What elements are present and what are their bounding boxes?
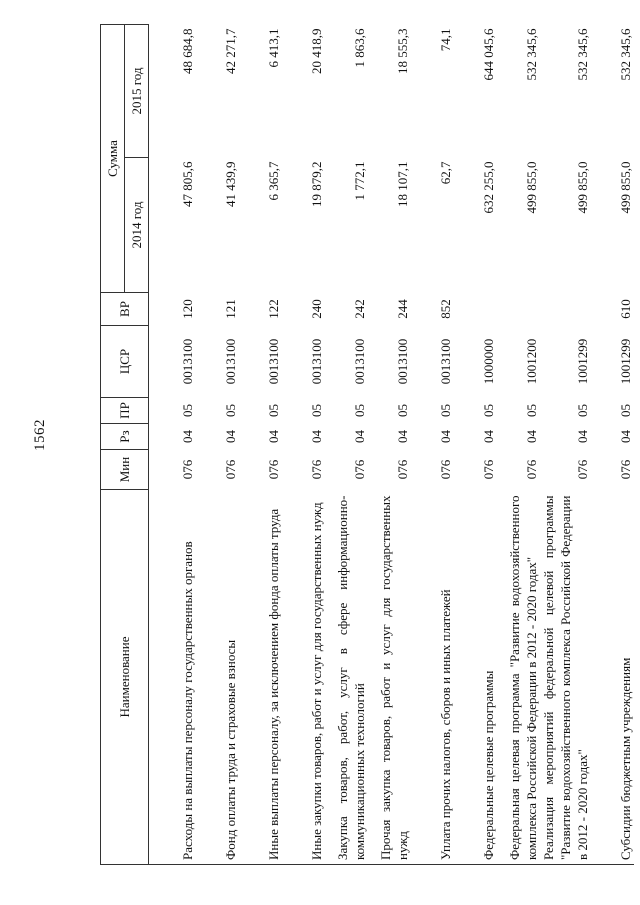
row-vr xyxy=(454,293,497,326)
row-csr: 0013100 xyxy=(438,338,453,385)
row-pr: 05 xyxy=(180,404,195,417)
row-pr: 05 xyxy=(438,404,453,417)
table-body xyxy=(149,25,635,865)
table-row xyxy=(368,25,411,865)
row-sum-2015: 644 045,6 xyxy=(481,28,496,81)
header-vr: ВР xyxy=(101,293,149,326)
row-min: 076 xyxy=(524,459,539,480)
row-csr: 0013100 xyxy=(223,338,238,385)
header-name: Наименование xyxy=(101,490,149,865)
row-sum-2015: 20 418,9 xyxy=(309,28,324,74)
row-pr: 05 xyxy=(266,404,281,417)
row-sum-2015: 532 345,6 xyxy=(575,28,590,81)
header-csr: ЦСР xyxy=(101,326,149,398)
row-name: Субсидии бюджетным учреждениям xyxy=(591,490,634,865)
row-rz: 04 xyxy=(223,430,238,443)
row-csr: 1001299 xyxy=(618,338,633,385)
row-sum-2014: 41 439,9 xyxy=(223,161,238,207)
row-sum-2014: 62,7 xyxy=(438,161,453,185)
row-pr: 05 xyxy=(395,404,410,417)
table-header xyxy=(101,25,149,865)
table-row xyxy=(540,25,591,865)
row-rz: 04 xyxy=(524,430,539,443)
table-row xyxy=(282,25,325,865)
row-min: 076 xyxy=(481,459,496,480)
row-min: 076 xyxy=(180,459,195,480)
row-vr: 122 xyxy=(266,299,281,319)
row-name: Реализация мероприятий федеральной целевой программы "Развитие водохозяйственного комплекса Российской Федерации в 2012 - 2020 годах" xyxy=(540,490,591,865)
row-min: 076 xyxy=(618,459,633,480)
row-rz: 04 xyxy=(309,430,324,443)
row-vr: 244 xyxy=(395,299,410,319)
row-min: 076 xyxy=(309,459,324,480)
row-pr: 05 xyxy=(575,404,590,417)
row-sum-2015: 1 863,6 xyxy=(352,28,367,68)
rotated-page xyxy=(32,5,633,865)
row-vr: 242 xyxy=(352,299,367,319)
row-pr: 05 xyxy=(524,404,539,417)
row-sum-2015: 48 684,8 xyxy=(180,28,195,74)
row-csr: 1001299 xyxy=(575,338,590,385)
row-vr: 610 xyxy=(618,299,633,319)
row-min: 076 xyxy=(575,459,590,480)
row-vr: 121 xyxy=(223,299,238,319)
row-sum-2015: 18 555,3 xyxy=(395,28,410,74)
header-summa: Сумма xyxy=(101,25,125,293)
table-row xyxy=(325,25,368,865)
row-name: Фонд оплаты труда и страховые взносы xyxy=(196,490,239,865)
header-2015: 2015 год xyxy=(125,25,149,158)
row-name: Уплата прочих налогов, сборов и иных платежей xyxy=(411,490,454,865)
table-row xyxy=(591,25,634,865)
table-row xyxy=(149,25,197,865)
table-row xyxy=(411,25,454,865)
row-min: 076 xyxy=(223,459,238,480)
row-sum-2015: 42 271,7 xyxy=(223,28,238,74)
budget-table xyxy=(100,24,634,865)
row-sum-2014: 19 879,2 xyxy=(309,161,324,207)
row-pr: 05 xyxy=(309,404,324,417)
row-csr: 0013100 xyxy=(395,338,410,385)
row-sum-2014: 499 855,0 xyxy=(575,161,590,214)
row-rz: 04 xyxy=(180,430,195,443)
row-min: 076 xyxy=(395,459,410,480)
row-sum-2014: 6 365,7 xyxy=(266,161,281,201)
row-min: 076 xyxy=(266,459,281,480)
row-csr: 1000000 xyxy=(481,338,496,385)
row-sum-2014: 18 107,1 xyxy=(395,161,410,207)
row-sum-2014: 1 772,1 xyxy=(352,161,367,201)
row-sum-2015: 74,1 xyxy=(438,28,453,52)
row-pr: 05 xyxy=(481,404,496,417)
row-rz: 04 xyxy=(618,430,633,443)
row-name: Иные выплаты персоналу, за исключением фонда оплаты труда xyxy=(239,490,282,865)
row-sum-2014: 499 855,0 xyxy=(618,161,633,214)
row-rz: 04 xyxy=(438,430,453,443)
row-csr: 0013100 xyxy=(180,338,195,385)
table-row xyxy=(497,25,540,865)
header-rz: Рз xyxy=(101,424,149,450)
table-row xyxy=(454,25,497,865)
row-name: Прочая закупка товаров, работ и услуг для государственных нужд xyxy=(368,490,411,865)
row-rz: 04 xyxy=(266,430,281,443)
row-vr: 852 xyxy=(438,299,453,319)
row-sum-2014: 47 805,6 xyxy=(180,161,195,207)
row-pr: 05 xyxy=(618,404,633,417)
row-rz: 04 xyxy=(395,430,410,443)
page-number: 1562 xyxy=(32,419,48,451)
row-vr xyxy=(540,293,591,326)
row-name: Федеральные целевые программы xyxy=(454,490,497,865)
row-name: Федеральная целевая программа "Развитие водохозяйственного комплекса Российской Федерации в 2012 - 2020 годах" xyxy=(497,490,540,865)
row-pr: 05 xyxy=(352,404,367,417)
row-csr: 0013100 xyxy=(309,338,324,385)
row-vr: 120 xyxy=(180,299,195,319)
row-rz: 04 xyxy=(481,430,496,443)
row-rz: 04 xyxy=(352,430,367,443)
row-name: Закупка товаров, работ, услуг в сфере информационно-коммуникационных технологий xyxy=(325,490,368,865)
row-vr: 240 xyxy=(309,299,324,319)
header-min: Мин xyxy=(101,450,149,490)
row-csr: 0013100 xyxy=(352,338,367,385)
row-csr: 0013100 xyxy=(266,338,281,385)
row-vr xyxy=(497,293,540,326)
header-pr: ПР xyxy=(101,398,149,424)
row-sum-2014: 499 855,0 xyxy=(524,161,539,214)
row-sum-2015: 6 413,1 xyxy=(266,28,281,68)
table-row xyxy=(239,25,282,865)
row-name: Расходы на выплаты персоналу государственных органов xyxy=(149,490,197,865)
row-sum-2015: 532 345,6 xyxy=(618,28,633,81)
table-row xyxy=(196,25,239,865)
row-name: Иные закупки товаров, работ и услуг для государственных нужд xyxy=(282,490,325,865)
row-csr: 1001200 xyxy=(524,338,539,385)
row-pr: 05 xyxy=(223,404,238,417)
row-min: 076 xyxy=(438,459,453,480)
row-sum-2015: 532 345,6 xyxy=(524,28,539,81)
row-min: 076 xyxy=(352,459,367,480)
header-2014: 2014 год xyxy=(125,158,149,293)
row-sum-2014: 632 255,0 xyxy=(481,161,496,214)
row-rz: 04 xyxy=(575,430,590,443)
